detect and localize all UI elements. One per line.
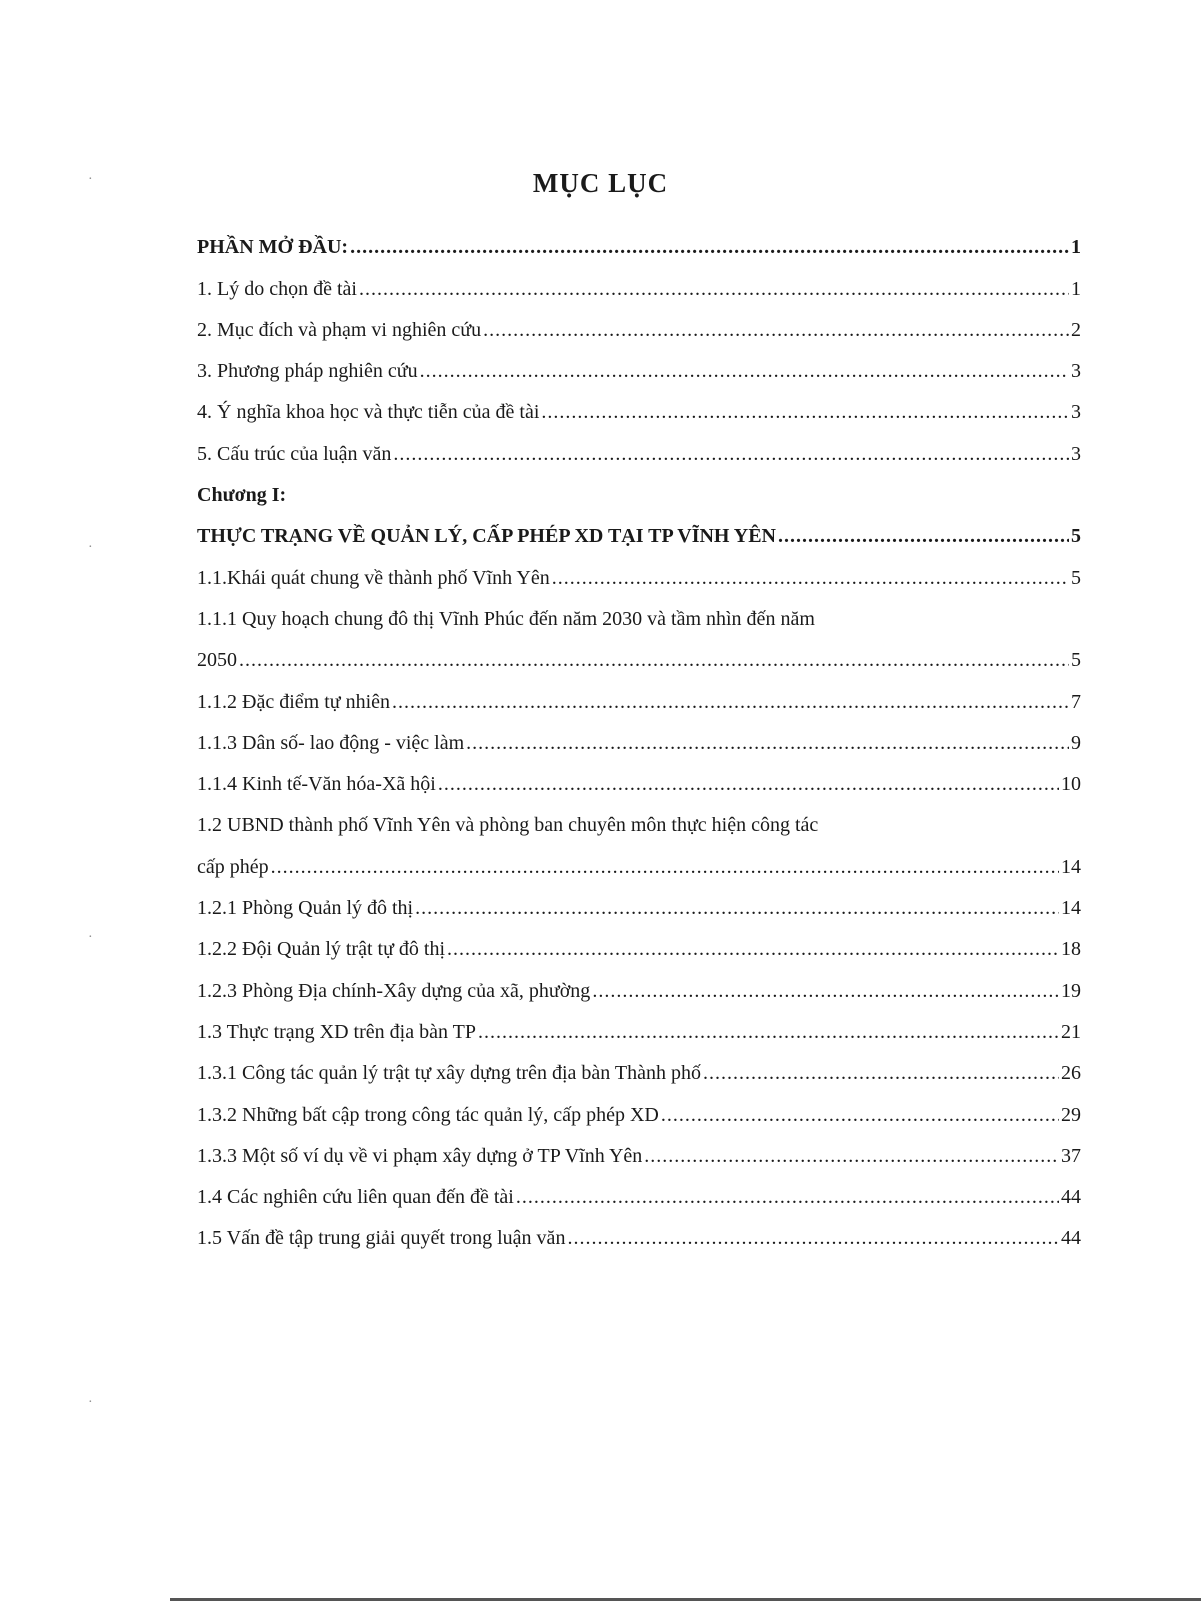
toc-entry-page: 3 (1071, 442, 1081, 465)
toc-entry-label: 1.3 Thực trạng XD trên địa bàn TP (197, 1020, 476, 1043)
toc-entry-page: 19 (1061, 979, 1081, 1002)
toc-entry[interactable] (197, 383, 1081, 424)
toc-entry[interactable] (197, 301, 1081, 342)
toc-entry-label: 1.3.3 Một số ví dụ về vi phạm xây dựng ở TP Vĩnh Yên (197, 1144, 643, 1167)
toc-entry-label: 1.1.4 Kinh tế-Văn hóa-Xã hội (197, 773, 436, 796)
toc-entry[interactable] (197, 672, 1081, 713)
toc-leader-dots (359, 277, 1069, 301)
toc-leader-dots (778, 524, 1069, 548)
toc-entry-page: 18 (1061, 938, 1081, 961)
toc-leader-dots (661, 1103, 1059, 1127)
toc-leader-dots (447, 937, 1059, 961)
toc-entry-page: 14 (1061, 855, 1081, 878)
toc-entry-label: 1.2.3 Phòng Địa chính-Xây dựng của xã, phường (197, 979, 591, 1002)
toc-entry-page: 10 (1061, 773, 1081, 796)
toc-entry-label: 1.2.2 Đội Quản lý trật tự đô thị (197, 938, 446, 961)
toc-entry-label: 1.2 UBND thành phố Vĩnh Yên và phòng ban chuyên môn thực hiện công tác (197, 814, 819, 837)
toc-entry-label: cấp phép (197, 855, 269, 878)
toc-entry-continuation[interactable] (197, 631, 1081, 672)
toc-entry-page: 7 (1071, 690, 1081, 713)
toc-entry-label: 2050 (197, 649, 237, 672)
toc-entry-label: 1.1.1 Quy hoạch chung đô thị Vĩnh Phúc đến năm 2030 và tầm nhìn đến năm (197, 607, 815, 630)
toc-entry[interactable] (197, 796, 1081, 837)
toc-leader-dots (392, 690, 1069, 714)
toc-entry[interactable] (197, 755, 1081, 796)
toc-entry-page: 5 (1071, 525, 1081, 548)
bottom-rule (170, 1598, 1201, 1601)
toc-entry[interactable] (197, 961, 1081, 1002)
toc-entry-label: 1.1.3 Dân số- lao động - việc làm (197, 731, 465, 754)
scan-speck: · (88, 172, 93, 187)
toc-entry[interactable] (197, 218, 1081, 259)
toc-leader-dots (703, 1061, 1059, 1085)
toc-entry-label: 1.1.Khái quát chung về thành phố Vĩnh Yên (197, 566, 550, 589)
toc-entry-page: 1 (1071, 277, 1081, 300)
toc-entry-page: 44 (1061, 1186, 1081, 1209)
toc-leader-dots (516, 1185, 1059, 1209)
toc-entry-page: 21 (1061, 1020, 1081, 1043)
toc-entry-page: 14 (1061, 897, 1081, 920)
toc-entry-label: 3. Phương pháp nghiên cứu (197, 360, 418, 383)
toc-entry-label: 1.4 Các nghiên cứu liên quan đến đề tài (197, 1186, 514, 1209)
toc-entry[interactable] (197, 466, 1081, 507)
toc-entry-page: 3 (1071, 360, 1081, 383)
toc-entry[interactable] (197, 879, 1081, 920)
toc-entry-page: 5 (1071, 649, 1081, 672)
toc-entry-label: 1.3.1 Công tác quản lý trật tự xây dựng trên địa bàn Thành phố (197, 1062, 701, 1085)
toc-entry-page: 44 (1061, 1227, 1081, 1250)
toc-entry-page: 29 (1061, 1103, 1081, 1126)
toc-entry-page: 37 (1061, 1144, 1081, 1167)
toc-entry-label: Chương I: (197, 484, 287, 507)
toc-entry[interactable] (197, 424, 1081, 465)
toc-entry-page: 5 (1071, 566, 1081, 589)
toc-entry-label: 1.3.2 Những bất cập trong công tác quản lý, cấp phép XD (197, 1103, 659, 1126)
toc-leader-dots (541, 400, 1069, 424)
toc-leader-dots (567, 1226, 1059, 1250)
toc-leader-dots (239, 648, 1069, 672)
scan-speck: · (88, 540, 93, 555)
toc-leader-dots (350, 235, 1069, 259)
page-title: MỤC LỤC (532, 168, 669, 198)
toc-entry-page: 26 (1061, 1062, 1081, 1085)
toc-entry[interactable] (197, 342, 1081, 383)
toc-entry-label: 1. Lý do chọn đề tài (197, 277, 357, 300)
toc-leader-dots (478, 1020, 1059, 1044)
scan-speck: · (88, 1395, 93, 1410)
toc-entry-label: THỰC TRẠNG VỀ QUẢN LÝ, CẤP PHÉP XD TẠI TP VĨNH YÊN (197, 525, 776, 548)
table-of-contents (197, 218, 1081, 1250)
toc-leader-dots (592, 979, 1059, 1003)
toc-entry[interactable] (197, 1085, 1081, 1126)
toc-entry[interactable] (197, 548, 1081, 589)
toc-entry[interactable] (197, 507, 1081, 548)
scan-speck: · (88, 930, 93, 945)
toc-entry[interactable] (197, 1044, 1081, 1085)
toc-entry-page: 2 (1071, 318, 1081, 341)
toc-entry-page: 3 (1071, 401, 1081, 424)
toc-leader-dots (466, 731, 1069, 755)
toc-entry-label: 1.5 Vấn đề tập trung giải quyết trong luận văn (197, 1227, 566, 1250)
toc-entry[interactable] (197, 590, 1081, 631)
toc-entry-label: 5. Cấu trúc của luận văn (197, 442, 392, 465)
toc-entry[interactable] (197, 259, 1081, 300)
toc-leader-dots (271, 855, 1059, 879)
toc-entry[interactable] (197, 1003, 1081, 1044)
toc-entry-label: 2. Mục đích và phạm vi nghiên cứu (197, 318, 482, 341)
toc-leader-dots (483, 318, 1069, 342)
toc-entry[interactable] (197, 1127, 1081, 1168)
toc-leader-dots (420, 359, 1069, 383)
toc-entry-continuation[interactable] (197, 837, 1081, 878)
toc-leader-dots (415, 896, 1059, 920)
toc-entry[interactable] (197, 714, 1081, 755)
toc-entry-label: PHẦN MỞ ĐẦU: (197, 236, 349, 259)
toc-entry-label: 1.1.2 Đặc điểm tự nhiên (197, 690, 391, 713)
toc-leader-dots (552, 566, 1069, 590)
toc-leader-dots (644, 1144, 1059, 1168)
toc-entry-label: 4. Ý nghĩa khoa học và thực tiễn của đề tài (197, 401, 540, 424)
toc-entry[interactable] (197, 1209, 1081, 1250)
toc-entry-page: 9 (1071, 731, 1081, 754)
toc-entry-label: 1.2.1 Phòng Quản lý đô thị (197, 897, 414, 920)
toc-leader-dots (438, 772, 1059, 796)
toc-leader-dots (393, 442, 1069, 466)
toc-entry[interactable] (197, 1168, 1081, 1209)
toc-entry[interactable] (197, 920, 1081, 961)
toc-entry-page: 1 (1071, 236, 1081, 259)
